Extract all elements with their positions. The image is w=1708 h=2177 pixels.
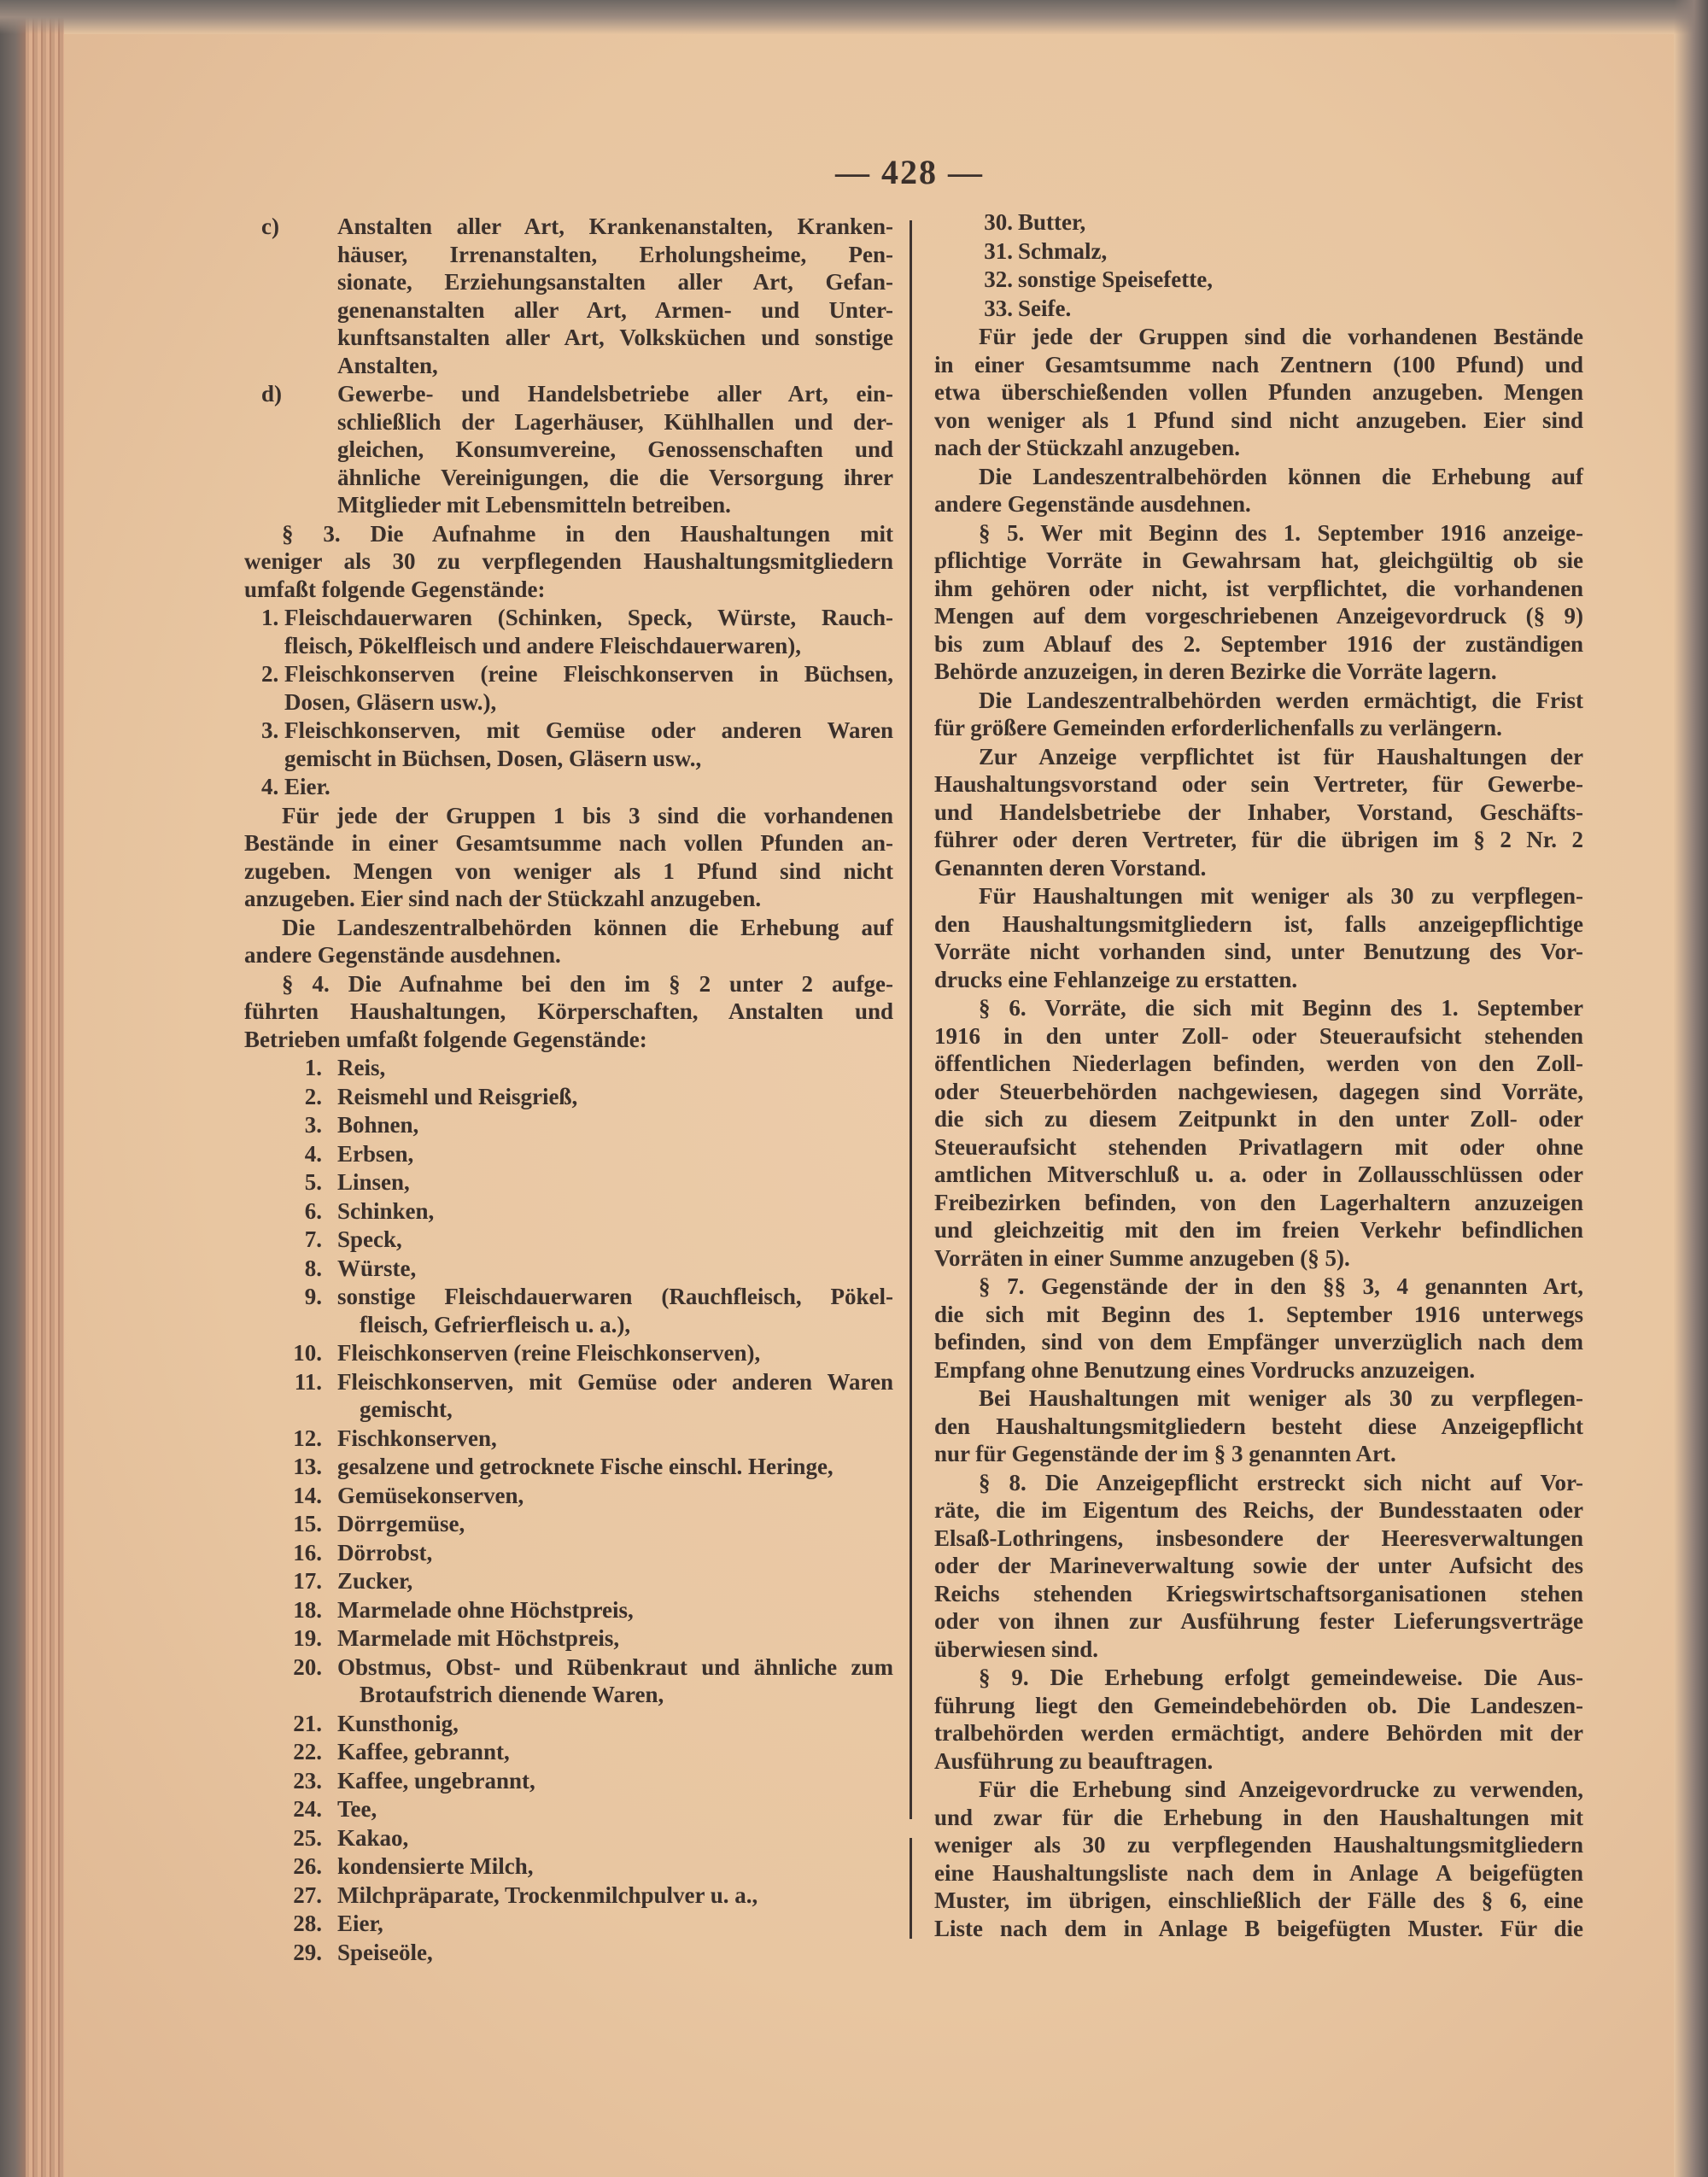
paragraph [934,882,1583,993]
text-line: Obstmus, Obst- und Rübenkraut und ähnliche zum [337,1653,893,1680]
numbered-item [244,660,893,716]
text-line: und Handelsbetriebe der Inhaber, Vorstand, Geschäfts- [934,799,1583,825]
text-line: ähnliche Vereinigungen, die die Versorgung ihrer [337,464,893,490]
text-line: Dosen, Gläsern usw.), [284,688,497,715]
item-label: 29. [293,1939,322,1965]
text-line: Eier. [284,774,330,799]
item-label: c) [261,214,279,239]
text-line: Schmalz, [1018,237,1108,264]
text-line: Muster, im übrigen, einschließlich der Fälle des § 6, eine [934,1887,1583,1913]
text-line: tralbehörden werden ermächtigt, andere Behörden mit der [934,1720,1583,1746]
book-top-edge [0,0,1708,34]
text-line: pflichtige Vorräte in Gewahrsam hat, gleichgültig ob sie [934,547,1583,573]
paragraph [934,743,1583,882]
item-label: 31. [984,237,1013,264]
numbered-item [244,1624,893,1653]
text-line: Linsen, [337,1169,410,1195]
text-line: anzugeben. Eier sind nach der Stückzahl anzugeben. [244,886,762,911]
text-line: drucks eine Fehlanzeige zu erstatten. [934,966,1298,992]
text-line: Für die Erhebung sind Anzeigevordrucke zu verwenden, [979,1776,1583,1802]
numbered-item [244,1881,893,1910]
text-line: Marmelade ohne Höchstpreis, [337,1596,634,1623]
item-label: 3. [261,717,279,743]
text-line: Liste nach dem in Anlage B beigefügten Muster. Für die [934,1915,1583,1941]
numbered-item [244,1852,893,1881]
item-label: 21. [293,1710,322,1736]
text-line: Eier, [337,1911,383,1936]
text-line: Dörrgemüse, [337,1511,465,1536]
numbered-item [934,237,1583,266]
numbered-item [934,208,1583,237]
paragraph [934,687,1583,742]
paragraph [244,914,893,969]
lettered-item [244,213,893,379]
text-line: oder der Marineverwaltung sowie der unter Aufsicht des [934,1553,1583,1578]
paragraph [934,1776,1583,1942]
item-label: 30. [984,209,1013,235]
text-line: gleichen, Konsumvereine, Genossenschaften und [337,436,893,462]
stacked-page-edges [26,0,64,2177]
text-line: überwiesen sind. [934,1636,1099,1662]
item-label: 1. [261,605,279,630]
item-label: 17. [293,1568,322,1594]
text-line: Fleischdauerwaren (Schinken, Speck, Würste, Rauch- [284,605,893,630]
text-line: genenanstalten aller Art, Armen- und Unter- [337,296,893,323]
text-line: Kaffee, ungebrannt, [337,1767,535,1794]
numbered-item [244,1368,893,1424]
paragraph [244,802,893,913]
text-line: § 8. Die Anzeigepflicht erstreckt sich nicht auf Vor- [979,1469,1583,1495]
numbered-item [244,1083,893,1111]
item-label: 26. [293,1853,322,1879]
text-line: Vorräten in einer Summe anzugeben (§ 5). [934,1244,1350,1271]
numbered-item [244,1226,893,1254]
item-label: 11. [294,1368,322,1395]
text-line: Dörrobst, [337,1539,433,1565]
text-line: amtlichen Mitverschluß u. a. oder in Zollausschlüssen oder [934,1162,1583,1187]
numbered-item [244,1453,893,1481]
numbered-item [934,266,1583,294]
item-label: 24. [293,1796,322,1822]
item-label: 10. [293,1340,322,1366]
text-line: Fleischkonserven, mit Gemüse oder anderen Waren [337,1368,893,1395]
paragraph [244,970,893,1054]
text-line: Fleischkonserven, mit Gemüse oder anderen Waren [284,717,893,743]
text-line: Empfang ohne Benutzung eines Vordrucks anzuzeigen. [934,1356,1476,1383]
text-line: Genannten deren Vorstand. [934,854,1207,881]
text-line: Bohnen, [337,1112,419,1138]
text-line: Behörde anzuzeigen, in deren Bezirke die Vorräte lagern. [934,658,1497,684]
text-line: Reichs stehenden Kriegswirtschaftsorganisationen stehen [934,1580,1583,1606]
text-line: kondensierte Milch, [337,1853,534,1879]
text-line: weniger als 30 zu verpflegenden Haushaltungsmitgliedern [934,1832,1583,1858]
item-label: 33. [984,295,1013,321]
text-line: fleisch, Pökelfleisch und andere Fleischdauerwaren), [284,632,801,658]
item-label: 18. [293,1596,322,1623]
numbered-item [244,1539,893,1567]
text-line: gemischt in Büchsen, Dosen, Gläsern usw., [284,745,702,771]
text-line: § 9. Die Erhebung erfolgt gemeindeweise. Die Aus- [979,1665,1583,1690]
text-line: Elsaß-Lothringens, insbesondere der Heeresverwaltungen [934,1524,1583,1551]
item-label: d) [261,381,283,407]
paragraph [934,323,1583,462]
text-line: Anstalten aller Art, Krankenanstalten, Kranken- [337,214,893,239]
text-line: Für jede der Gruppen sind die vorhandenen Bestände [979,324,1583,349]
text-line: Tee, [337,1796,377,1822]
text-line: andere Gegenstände ausdehnen. [244,942,561,968]
numbered-item [244,1795,893,1823]
text-line: von weniger als 1 Pfund sind nicht anzugeben. Eier sind [934,407,1583,433]
text-line: bis zum Ablauf des 2. September 1916 der zuständigen [934,630,1583,657]
text-line: den Haushaltungsmitgliedern ist, falls anzeigepflichtige [934,910,1583,937]
text-line: zugeben. Mengen von weniger als 1 Pfund sind nicht [244,857,893,884]
numbered-item [244,1510,893,1538]
numbered-item [244,604,893,659]
item-label: 9. [304,1284,322,1309]
text-line: die sich mit Beginn des 1. September 1916 unterwegs [934,1301,1583,1327]
text-line: 1916 in den unter Zoll- oder Steueraufsicht stehenden [934,1022,1583,1049]
item-label: 2. [261,661,279,687]
item-label: 23. [293,1767,322,1794]
text-line: sonstige Fleischdauerwaren (Rauchfleisch, Pökel- [337,1284,893,1309]
numbered-item [244,1054,893,1082]
lettered-item [244,380,893,519]
text-line: oder Steuerbehörden nachgewiesen, dagegen sind Vorräte, [934,1078,1583,1104]
column-divider [910,1838,912,1939]
text-line: Die Landeszentralbehörden können die Erhebung auf [282,914,893,940]
text-line: in einer Gesamtsumme nach Zentnern (100 Pfund) und [934,351,1583,377]
item-label: 13. [293,1454,322,1479]
numbered-item [244,1339,893,1367]
item-label: 6. [304,1197,322,1224]
paragraph [934,463,1583,518]
text-line: Milchpräparate, Trockenmilchpulver u. a., [337,1881,758,1908]
item-label: 20. [293,1653,322,1680]
item-label: 5. [304,1169,322,1195]
numbered-item [934,295,1583,323]
text-line: gemischt, [360,1396,453,1422]
numbered-item [244,1482,893,1510]
text-line: die sich zu diesem Zeitpunkt in den unter Zoll- oder [934,1106,1583,1132]
text-line: Die Landeszentralbehörden können die Erhebung auf [979,463,1583,489]
numbered-item [244,1168,893,1197]
text-line: kunftsanstalten aller Art, Volksküchen und sonstige [337,325,893,350]
text-line: eine Haushaltungsliste nach dem in Anlage A beigefügten [934,1859,1583,1886]
numbered-item [244,1140,893,1168]
text-line: Kaffee, gebrannt, [337,1739,510,1764]
text-line: den Haushaltungsmitgliedern besteht diese Anzeigepflicht [934,1413,1583,1439]
numbered-item [244,1767,893,1795]
text-line: nur für Gegenstände der im § 3 genannten Art. [934,1441,1396,1466]
text-line: Gewerbe- und Handelsbetriebe aller Art, ein- [337,381,893,407]
right-column [934,208,1583,1943]
numbered-item [244,1939,893,1967]
text-line: ihm gehören oder nicht, ist verpflichtet, die vorhandenen [934,575,1583,601]
left-column [244,213,893,1967]
text-line: § 5. Wer mit Beginn des 1. September 1916 anzeige- [979,519,1583,546]
text-line: Butter, [1018,209,1086,235]
text-line: Würste, [337,1255,417,1281]
item-label: 27. [293,1881,322,1908]
item-label: 25. [293,1824,322,1851]
text-line: Seife. [1018,295,1072,321]
item-label: 3. [304,1112,322,1138]
text-line: Speiseöle, [337,1939,433,1965]
item-label: 22. [293,1739,322,1764]
item-label: 14. [293,1482,322,1508]
text-line: fleisch, Gefrierfleisch u. a.), [360,1311,631,1337]
text-line: nach der Stückzahl anzugeben. [934,435,1241,460]
book-spine-edge [0,0,26,2177]
item-label: 2. [304,1083,322,1109]
numbered-item [244,1283,893,1338]
text-line: Kakao, [337,1824,409,1851]
paragraph [934,1384,1583,1468]
page-number: — 428 — [835,153,984,191]
text-line: gesalzene und getrocknete Fische einschl. Heringe, [337,1454,834,1479]
text-line: und gleichzeitig mit den im freien Verkehr befindlichen [934,1217,1583,1243]
text-line: Erbsen, [337,1140,414,1167]
text-line: öffentlichen Niederlagen befinden, werden von den Zoll- [934,1050,1583,1076]
text-line: Freibezirken befinden, von den Lagerhaltern anzuzeigen [934,1189,1583,1215]
text-line: Zur Anzeige verpflichtet ist für Haushaltungen der [979,743,1583,770]
text-line: Mengen auf dem vorgeschriebenen Anzeigevordruck (§ 9) [934,603,1583,629]
item-label: 19. [293,1625,322,1651]
text-line: Für jede der Gruppen 1 bis 3 sind die vorhandenen [282,802,893,828]
text-line: Brotaufstrich dienende Waren, [360,1682,664,1707]
text-line: oder von ihnen zur Ausführung fester Lieferungsverträge [934,1608,1583,1634]
text-line: Mitglieder mit Lebensmitteln betreiben. [337,492,731,518]
text-line: Fleischkonserven (reine Fleischkonserven), [337,1340,761,1366]
item-label: 16. [293,1539,322,1565]
text-line: und zwar für die Erhebung in den Haushaltungen mit [934,1804,1583,1830]
text-line: § 4. Die Aufnahme bei den im § 2 unter 2 aufge- [282,970,893,997]
item-label: 32. [984,266,1013,292]
paragraph [934,519,1583,686]
text-line: Ausführung zu beauftragen. [934,1747,1214,1774]
item-label: 1. [304,1055,322,1080]
text-line: weniger als 30 zu verpflegenden Haushaltungsmitgliedern [244,548,893,574]
text-line: Fleischkonserven (reine Fleischkonserven in Büchsen, [284,661,893,687]
text-line: Reis, [337,1055,386,1080]
text-line: Speck, [337,1226,402,1252]
item-label: 28. [293,1911,322,1936]
text-line: Marmelade mit Höchstpreis, [337,1625,620,1651]
paragraph [934,1664,1583,1775]
text-line: Zucker, [337,1568,413,1594]
numbered-item [244,1824,893,1852]
column-divider [910,220,912,1819]
text-line: führer oder deren Vertreter, für die übrigen im § 2 Nr. 2 [934,827,1583,852]
item-label: 15. [293,1511,322,1536]
text-line: schließlich der Lagerhäuser, Kühlhallen und der- [337,408,893,435]
text-line: Bestände in einer Gesamtsumme nach vollen Pfunden an- [244,830,893,856]
text-line: Fischkonserven, [337,1425,497,1451]
text-line: Kunsthonig, [337,1710,459,1736]
text-line: sionate, Erziehungsanstalten aller Art, Gefan- [337,269,893,295]
item-label: 4. [304,1140,322,1167]
paragraph [934,1469,1583,1664]
text-line: Anstalten, [337,352,438,378]
numbered-item [244,1653,893,1709]
text-line: Die Landeszentralbehörden werden ermächtigt, die Frist [979,687,1583,713]
text-line: Schinken, [337,1197,435,1224]
numbered-item [244,1710,893,1738]
text-line: sonstige Speisefette, [1018,266,1213,292]
text-line: Betrieben umfaßt folgende Gegenstände: [244,1026,647,1052]
text-line: räte, die im Eigentum des Reichs, der Bundesstaaten oder [934,1497,1583,1523]
paragraph [934,1273,1583,1384]
text-line: Vorräte nicht vorhanden sind, unter Benutzung des Vor- [934,939,1583,964]
numbered-item [244,773,893,801]
text-line: häuser, Irrenanstalten, Erholungsheime, Pen- [337,241,893,267]
text-line: Haushaltungsvorstand oder sein Vertreter, für Gewerbe- [934,771,1583,797]
text-line: Steueraufsicht stehenden Privatlagern mit oder ohne [934,1133,1583,1160]
numbered-item [244,1910,893,1938]
book-right-edge [1674,0,1708,2177]
text-line: § 6. Vorräte, die sich mit Beginn des 1. September [979,995,1583,1021]
numbered-item [244,1596,893,1624]
item-label: 12. [293,1425,322,1451]
text-line: befinden, sind von dem Empfänger unverzüglich nach dem [934,1329,1583,1355]
text-line: andere Gegenstände ausdehnen. [934,491,1251,517]
text-line: Reismehl und Reisgrieß, [337,1083,578,1109]
numbered-item [244,1197,893,1226]
numbered-item [244,1567,893,1595]
text-line: Gemüsekonserven, [337,1482,524,1508]
numbered-item [244,1425,893,1453]
numbered-item [244,1738,893,1766]
numbered-item [244,717,893,772]
text-line: § 7. Gegenstände der in den §§ 3, 4 genannten Art, [979,1273,1583,1299]
item-label: 7. [304,1226,322,1252]
item-label: 4. [261,774,279,799]
text-line: für größere Gemeinden erforderlichenfalls zu verlängern. [934,715,1502,740]
text-line: umfaßt folgende Gegenstände: [244,576,546,602]
text-line: führung liegt den Gemeindebehörden ob. Die Landeszen- [934,1692,1583,1718]
text-line: Bei Haushaltungen mit weniger als 30 zu verpflegen- [979,1385,1583,1411]
paragraph [244,520,893,604]
paragraph [934,994,1583,1272]
text-line: etwa überschießenden vollen Pfunden anzugeben. Mengen [934,379,1583,405]
numbered-item [244,1255,893,1283]
numbered-item [244,1111,893,1139]
text-line: führten Haushaltungen, Körperschaften, Anstalten und [244,998,893,1024]
item-label: 8. [304,1255,322,1281]
text-line: Für Haushaltungen mit weniger als 30 zu verpflegen- [979,883,1583,909]
text-line: § 3. Die Aufnahme in den Haushaltungen mit [282,520,893,547]
